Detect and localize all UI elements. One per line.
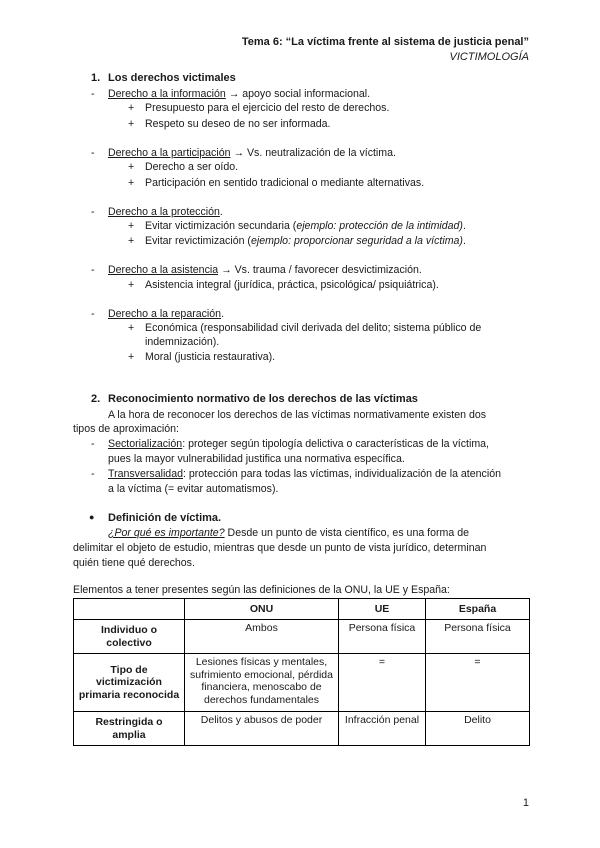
section-2-number: 2. xyxy=(91,393,101,405)
list-item xyxy=(145,235,466,247)
table-cell: = xyxy=(426,654,530,712)
right-information-desc: → apoyo social informacional. xyxy=(225,88,371,100)
list-item: Asistencia integral (jurídica, práctica, psicológica/ psiquiátrica). xyxy=(145,279,439,291)
definition-text: Desde un punto de vista científico, es una forma de xyxy=(224,527,469,539)
paragraph-line: A la hora de reconocer los derechos de las víctimas normativamente existen dos xyxy=(108,409,487,421)
table-cell: Lesiones físicas y mentales, sufrimiento emocional, pérdida financiera, menoscabo de derechos fundamentales xyxy=(185,654,339,712)
item-text: Evitar revictimización ( xyxy=(145,235,251,247)
dash-marker: - xyxy=(91,308,95,320)
approach-sectorial xyxy=(108,438,489,450)
item-end: . xyxy=(462,235,466,247)
definition-title: Definición de víctima. xyxy=(108,512,222,524)
table-cell: Persona física xyxy=(426,620,530,654)
list-item: Moral (justicia restaurativa). xyxy=(145,351,276,363)
table-cell: Delitos y abusos de poder xyxy=(185,712,339,746)
table-header-row xyxy=(74,599,530,620)
table-cell: Infracción penal xyxy=(339,712,426,746)
bullet-icon: ● xyxy=(89,512,95,522)
plus-marker: + xyxy=(128,161,135,173)
right-assistance-item xyxy=(108,264,422,276)
right-protection-link: Derecho a la protección xyxy=(108,206,220,218)
right-information-item xyxy=(108,88,370,100)
list-item: Respeto su deseo de no ser informada. xyxy=(145,118,331,130)
approach-term: Sectorialización xyxy=(108,438,183,450)
table-header-cell xyxy=(74,599,185,620)
item-example: ejemplo: proporcionar seguridad a la víctima) xyxy=(250,235,463,247)
right-participation-link: Derecho a la participación xyxy=(108,147,231,159)
approach-desc: : proteger según tipología delictiva o características de la víctima, xyxy=(182,438,489,450)
table-cell: Ambos xyxy=(185,620,339,654)
definition-question: ¿Por qué es importante? xyxy=(108,527,225,539)
table-cell: Persona física xyxy=(339,620,426,654)
list-item: Participación en sentido tradicional o mediante alternativas. xyxy=(145,177,425,189)
right-assistance-link: Derecho a la asistencia xyxy=(108,264,219,276)
list-item: Derecho a ser oído. xyxy=(145,161,239,173)
dash-marker: - xyxy=(91,468,95,480)
item-example: ejemplo: protección de la intimidad) xyxy=(296,220,463,232)
right-protection-item xyxy=(108,206,223,218)
right-reparation-link: Derecho a la reparación xyxy=(108,308,222,320)
approach-term: Transversalidad xyxy=(108,468,183,480)
dash-marker: - xyxy=(91,264,95,276)
table-row-label: Restringida o amplia xyxy=(74,712,185,746)
table-row xyxy=(74,654,530,712)
paragraph-line: delimitar el objeto de estudio, mientras que desde un punto de vista jurídico, determinan xyxy=(73,542,487,554)
subject-label: VICTIMOLOGÍA xyxy=(449,51,529,63)
dash-marker: - xyxy=(91,147,95,159)
plus-marker: + xyxy=(128,235,135,247)
plus-marker: + xyxy=(128,279,135,291)
table-caption: Elementos a tener presentes según las definiciones de la ONU, la UE y España: xyxy=(73,584,450,596)
plus-marker: + xyxy=(128,118,135,130)
right-protection-desc: . xyxy=(219,206,223,218)
table-cell: = xyxy=(339,654,426,712)
plus-marker: + xyxy=(128,351,135,363)
dash-marker: - xyxy=(91,88,95,100)
document-title: Tema 6: “La víctima frente al sistema de justicia penal” xyxy=(241,36,529,48)
table-row xyxy=(74,712,530,746)
item-text: Evitar victimización secundaria ( xyxy=(145,220,297,232)
plus-marker: + xyxy=(128,220,135,232)
section-2-title: Reconocimiento normativo de los derechos de las víctimas xyxy=(108,393,418,405)
table-row xyxy=(74,620,530,654)
list-item: Económica (responsabilidad civil derivada del delito; sistema público de xyxy=(145,322,482,334)
right-reparation-item xyxy=(108,308,224,320)
section-1-number: 1. xyxy=(91,72,101,84)
list-item-continuation: indemnización). xyxy=(145,336,220,348)
plus-marker: + xyxy=(128,102,135,114)
right-reparation-desc: . xyxy=(221,308,225,320)
table-cell: Delito xyxy=(426,712,530,746)
right-information-link: Derecho a la información xyxy=(108,88,226,100)
plus-marker: + xyxy=(128,177,135,189)
comparison-table xyxy=(73,598,530,746)
approach-line2: pues la mayor vulnerabilidad justifica una normativa específica. xyxy=(108,453,405,465)
table-row-label: Tipo de victimización primaria reconocida xyxy=(74,654,185,712)
approach-desc: : protección para todas las víctimas, individualización de la atención xyxy=(182,468,501,480)
paragraph-line: quién tiene qué derechos. xyxy=(73,557,195,569)
item-end: . xyxy=(462,220,466,232)
paragraph-line: tipos de aproximación: xyxy=(73,423,179,435)
approach-line2: a la víctima (= evitar automatismos). xyxy=(108,483,279,495)
table-header-cell: UE xyxy=(339,599,426,620)
table-header-cell: España xyxy=(426,599,530,620)
right-participation-item xyxy=(108,147,396,159)
right-participation-desc: → Vs. neutralización de la víctima. xyxy=(230,147,396,159)
plus-marker: + xyxy=(128,322,135,334)
page-number: 1 xyxy=(522,797,529,809)
list-item: Presupuesto para el ejercicio del resto de derechos. xyxy=(145,102,390,114)
dash-marker: - xyxy=(91,438,95,450)
paragraph-line xyxy=(108,527,469,539)
table-header-cell: ONU xyxy=(185,599,339,620)
approach-transversal xyxy=(108,468,501,480)
table-row-label: Individuo o colectivo xyxy=(74,620,185,654)
section-1-title: Los derechos victimales xyxy=(108,72,236,84)
dash-marker: - xyxy=(91,206,95,218)
list-item xyxy=(145,220,466,232)
right-assistance-desc: → Vs. trauma / favorecer desvictimización. xyxy=(218,264,422,276)
